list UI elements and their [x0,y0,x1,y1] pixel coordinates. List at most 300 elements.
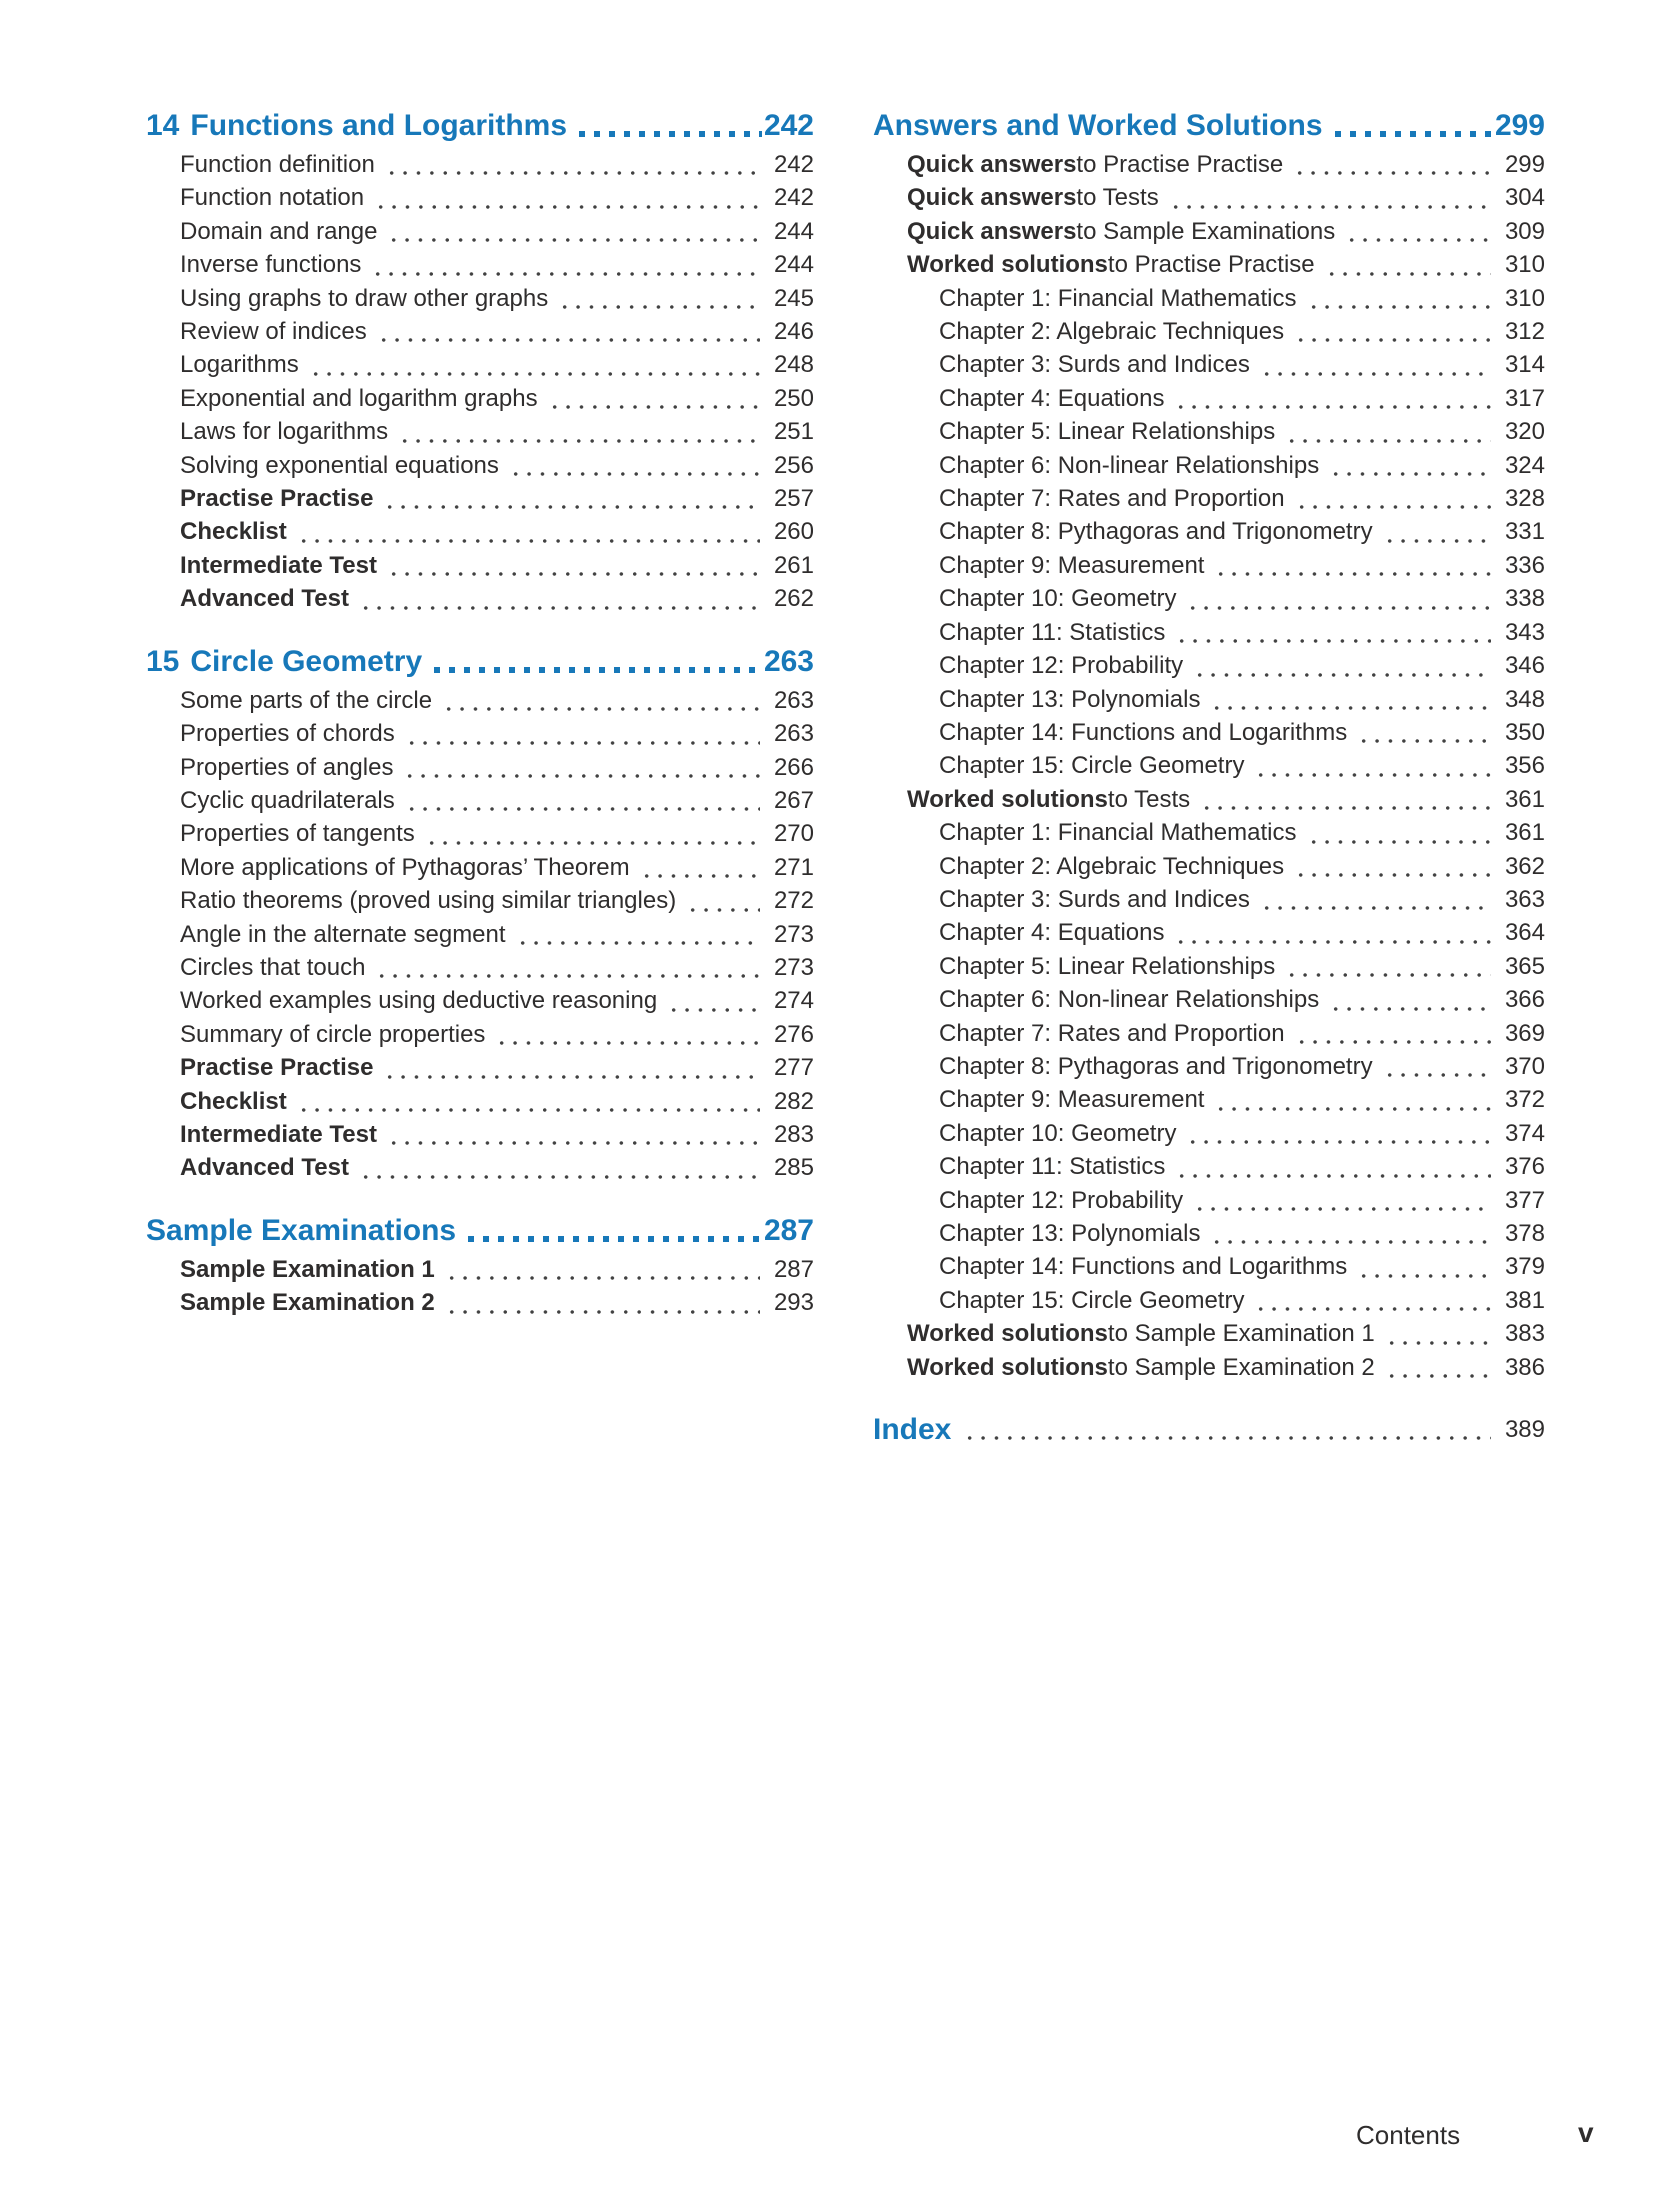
toc-entry-page-number: 262 [773,585,814,613]
section-title: Answers and Worked Solutions [873,109,1323,142]
toc-entry-label: to Practise Practise [1076,151,1284,178]
toc-entry-row [873,582,1545,615]
section-page-number: 389 [1504,1416,1545,1444]
toc-entry-row [146,315,814,348]
toc-entry-label: Cyclic quadrilaterals [180,786,395,814]
toc-entry-label: Inverse functions [180,251,362,279]
toc-entry-label: Chapter 1: Financial Mathematics [939,819,1297,847]
leader-dots [295,1085,760,1118]
leader-dots [1252,749,1491,782]
leader-dots [507,449,760,482]
toc-entry-label: Function notation [180,184,365,212]
toc-entry-page-number: 328 [1504,485,1545,513]
leader-dots [403,717,760,750]
leader-dots [1323,248,1491,281]
toc-entry-page-number: 356 [1504,752,1545,780]
toc-entry-page-number: 317 [1504,384,1545,412]
toc-entry-row [873,883,1545,916]
toc-entry-label-bold: Worked solutions [907,1353,1108,1381]
toc-entry-page-number: 378 [1504,1220,1545,1247]
leader-dots [1212,1083,1491,1116]
toc-entry-label: Chapter 10: Geometry [939,585,1177,613]
toc-entry-row [873,683,1545,716]
toc-entry-row [873,1284,1545,1317]
toc-section [146,1213,814,1320]
toc-entry-label: Chapter 6: Non-linear Relationships [939,986,1320,1014]
toc-entry-page-number: 251 [773,418,814,446]
toc-entry-row [146,1118,814,1151]
leader-dots [1333,108,1493,144]
toc-entry-row [873,816,1545,849]
toc-entry-page-number: 377 [1504,1186,1545,1214]
toc-left-column [146,108,814,1320]
toc-entry-label-bold: Sample Examination 2 [180,1289,435,1317]
leader-dots [1184,1117,1491,1150]
toc-entry-label-bold: Quick answers [907,217,1077,245]
leader-dots [357,582,760,615]
toc-entry-label: Properties of angles [180,753,394,781]
toc-entry-row [873,449,1545,482]
leader-dots [1293,482,1491,515]
toc-entry-row [146,751,814,784]
toc-entry-label: Exponential and logarithm graphs [180,384,538,412]
toc-entry-row [146,415,814,448]
toc-entry-label: to Sample Examinations [1076,217,1336,245]
toc-entry-label: Chapter 9: Measurement [939,551,1205,579]
toc-entry-row [873,749,1545,782]
leader-dots [443,1286,760,1319]
toc-entry-label: Laws for logarithms [180,418,389,446]
leader-dots [684,884,760,917]
toc-entry-row [146,1151,814,1184]
toc-entry-row [873,315,1545,348]
toc-entry-page-number: 282 [773,1087,814,1115]
section-heading-row [146,644,814,680]
toc-entry-label: Chapter 3: Surds and Indices [939,885,1250,913]
toc-entry-label-bold: Checklist [180,1087,287,1115]
toc-entry-page-number: 261 [773,551,814,579]
leader-dots [1381,515,1491,548]
toc-entry-page-number: 244 [773,217,814,245]
toc-entry-label: Chapter 11: Statistics [939,1153,1166,1181]
leader-dots [1172,916,1491,949]
leader-dots [1327,449,1491,482]
toc-entry-row [146,1085,814,1118]
section-entries [146,1253,814,1320]
leader-dots [385,549,760,582]
leader-dots [372,181,760,214]
toc-entry-page-number: 320 [1504,418,1545,446]
toc-entry-page-number: 362 [1504,852,1545,880]
leader-dots [383,148,760,181]
leader-dots [1343,215,1491,248]
leader-dots [1283,950,1491,983]
toc-entry-row [146,918,814,951]
leader-dots [1198,783,1491,816]
toc-entry-row [146,282,814,315]
leader-dots [369,248,760,281]
leader-dots [385,215,760,248]
toc-entry-page-number: 370 [1504,1052,1545,1080]
toc-entry-page-number: 283 [773,1120,814,1148]
toc-entry-page-number: 350 [1504,718,1545,746]
toc-entry-row [146,884,814,917]
toc-entry-label: Logarithms [180,351,299,379]
toc-entry-row [146,684,814,717]
toc-entry-label: to Sample Examination 1 [1107,1320,1375,1348]
leader-dots [1212,549,1491,582]
toc-entry-row [146,148,814,181]
toc-entry-row [146,549,814,582]
leader-dots [556,282,760,315]
leader-dots [307,348,760,381]
leader-dots [1252,1284,1491,1317]
toc-entry-page-number: 260 [773,518,814,546]
toc-entry-row [146,851,814,884]
toc-entry-page-number: 274 [773,987,814,1015]
toc-entry-row [146,482,814,515]
toc-entry-label: Chapter 14: Functions and Logarithms [939,718,1348,746]
toc-entry-row [873,783,1545,816]
section-heading-row [873,1412,1545,1448]
leader-dots [440,684,760,717]
toc-entry-label: Summary of circle properties [180,1020,486,1048]
toc-entry-page-number: 263 [773,720,814,748]
section-entries [873,148,1545,1384]
toc-entry-page-number: 250 [773,384,814,412]
toc-entry-row [873,649,1545,682]
toc-entry-label-bold: Checklist [180,518,287,546]
toc-entry-row [873,916,1545,949]
section-number: 15 [146,644,180,678]
toc-entry-page-number: 376 [1504,1153,1545,1181]
leader-dots [1383,1351,1491,1384]
toc-entry-row [873,1017,1545,1050]
leader-dots [514,918,760,951]
toc-entry-label-bold: Advanced Test [180,1154,349,1182]
toc-entry-page-number: 266 [773,753,814,781]
toc-entry-row [873,549,1545,582]
toc-entry-label: Chapter 2: Algebraic Techniques [939,852,1285,880]
toc-entry-label: Function definition [180,151,375,178]
toc-entry-row [146,951,814,984]
toc-entry-page-number: 271 [773,853,814,881]
leader-dots [546,382,760,415]
section-page-number: 263 [763,644,814,678]
toc-entry-page-number: 310 [1504,251,1545,279]
toc-entry-row [873,282,1545,315]
toc-entry-label-bold: Intermediate Test [180,1120,377,1148]
toc-entry-page-number: 363 [1504,885,1545,913]
toc-entry-label: Chapter 12: Probability [939,652,1184,680]
toc-entry-label: Chapter 7: Rates and Proportion [939,1019,1285,1047]
toc-section [146,644,814,1185]
toc-entry-row [873,1117,1545,1150]
toc-entry-row [146,1286,814,1319]
toc-entry-row [146,717,814,750]
toc-entry-page-number: 372 [1504,1086,1545,1114]
toc-entry-row [873,482,1545,515]
leader-dots [403,784,760,817]
toc-entry-page-number: 270 [773,820,814,848]
toc-entry-label: Chapter 6: Non-linear Relationships [939,451,1320,479]
toc-right-column [873,108,1545,1452]
toc-entry-page-number: 293 [773,1289,814,1317]
toc-entry-row [873,716,1545,749]
toc-entry-row [873,248,1545,281]
toc-entry-page-number: 287 [773,1255,814,1283]
toc-entry-label: Chapter 15: Circle Geometry [939,752,1245,780]
toc-entry-label-bold: Worked solutions [907,785,1108,813]
toc-entry-page-number: 361 [1504,785,1545,813]
leader-dots [1355,716,1491,749]
toc-entry-row [873,515,1545,548]
toc-entry-label: Review of indices [180,318,367,346]
toc-entry-page-number: 263 [773,686,814,714]
toc-entry-page-number: 366 [1504,986,1545,1014]
leader-dots [1191,1184,1491,1217]
footer-contents-label: Contents [1356,2120,1461,2150]
leader-dots [423,817,760,850]
toc-entry-row [873,616,1545,649]
leader-dots [1184,582,1491,615]
toc-entry-label: Some parts of the circle [180,686,433,714]
toc-entry-label: to Sample Examination 2 [1107,1353,1375,1381]
section-number: 14 [146,109,180,142]
toc-entry-row [873,1083,1545,1116]
toc-entry-page-number: 248 [773,351,814,379]
toc-entry-label: Chapter 3: Surds and Indices [939,351,1250,379]
toc-entry-row [873,983,1545,1016]
toc-entry-row [146,348,814,381]
toc-entry-page-number: 273 [773,953,814,981]
toc-entry-label: Circles that touch [180,953,366,981]
leader-dots [1172,382,1491,415]
leader-dots [1383,1317,1491,1350]
toc-section [873,1412,1545,1452]
toc-entry-label: Chapter 11: Statistics [939,618,1166,646]
leader-dots [1208,683,1491,716]
toc-entry-page-number: 314 [1504,351,1545,379]
toc-entry-label: to Practise Practise [1107,251,1315,279]
toc-entry-page-number: 312 [1504,318,1545,346]
leader-dots [1191,649,1491,682]
leader-dots [375,315,760,348]
toc-entry-page-number: 242 [773,151,814,178]
toc-entry-page-number: 299 [1504,151,1545,178]
toc-entry-page-number: 381 [1504,1286,1545,1314]
toc-entry-label: Ratio theorems (proved using similar triangles) [180,887,677,915]
section-entries [146,148,814,616]
leader-dots [1291,148,1491,181]
toc-entry-page-number: 244 [773,251,814,279]
section-heading-row [146,108,814,144]
leader-dots [373,951,760,984]
toc-entry-page-number: 361 [1504,819,1545,847]
section-title: Functions and Logarithms [190,109,568,142]
toc-entry-page-number: 365 [1504,952,1545,980]
toc-entry-page-number: 336 [1504,551,1545,579]
toc-entry-row [873,148,1545,181]
toc-entry-label: More applications of Pythagoras’ Theorem [180,853,630,881]
leader-dots [1293,1017,1491,1050]
section-page-number: 299 [1494,109,1545,142]
leader-dots [432,644,762,680]
toc-entry-label: Chapter 9: Measurement [939,1086,1205,1114]
toc-entry-label: Chapter 2: Algebraic Techniques [939,318,1285,346]
toc-entry-label: Chapter 4: Equations [939,919,1165,947]
leader-dots [1208,1217,1491,1250]
section-entries [146,684,814,1185]
toc-entry-page-number: 245 [773,284,814,312]
leader-dots [1173,616,1491,649]
section-page-number: 287 [763,1213,814,1247]
leader-dots [466,1213,762,1249]
toc-entry-page-number: 369 [1504,1019,1545,1047]
toc-entry-row [146,1018,814,1051]
toc-section [146,108,814,616]
toc-entry-label: Domain and range [180,217,378,245]
toc-entry-row [873,382,1545,415]
toc-entry-label: Worked examples using deductive reasoning [180,987,658,1015]
toc-entry-page-number: 272 [773,887,814,915]
toc-entry-page-number: 276 [773,1020,814,1048]
toc-entry-page-number: 285 [773,1154,814,1182]
leader-dots [1258,348,1491,381]
leader-dots [1355,1250,1491,1283]
toc-entry-page-number: 386 [1504,1353,1545,1381]
toc-entry-label-bold: Advanced Test [180,585,349,613]
toc-entry-label: Chapter 7: Rates and Proportion [939,485,1285,513]
toc-entry-page-number: 343 [1504,618,1545,646]
footer-page-number: v [1578,2117,1594,2148]
toc-entry-page-number: 273 [773,920,814,948]
toc-entry-page-number: 257 [773,485,814,513]
toc-entry-page-number: 364 [1504,919,1545,947]
toc-columns [146,108,1545,1452]
leader-dots [443,1253,760,1286]
toc-entry-row [146,181,814,214]
toc-entry-row [873,415,1545,448]
section-title: Circle Geometry [190,644,423,678]
leader-dots [1381,1050,1491,1083]
toc-entry-row [873,1150,1545,1183]
toc-entry-label: Chapter 13: Polynomials [939,1220,1201,1247]
toc-entry-page-number: 348 [1504,685,1545,713]
toc-entry-label: Chapter 14: Functions and Logarithms [939,1253,1348,1281]
toc-entry-page-number: 379 [1504,1253,1545,1281]
toc-entry-row [146,215,814,248]
toc-entry-page-number: 324 [1504,451,1545,479]
toc-entry-label: Chapter 10: Geometry [939,1119,1177,1147]
leader-dots [1283,415,1491,448]
toc-entry-page-number: 267 [773,786,814,814]
leader-dots [1292,315,1491,348]
leader-dots [357,1151,760,1184]
toc-entry-row [873,1217,1545,1250]
toc-entry-label-bold: Intermediate Test [180,551,377,579]
toc-entry-label: Chapter 12: Probability [939,1186,1184,1214]
toc-section [873,108,1545,1384]
toc-entry-row [873,1184,1545,1217]
toc-entry-label: Properties of tangents [180,820,415,848]
leader-dots [401,751,760,784]
toc-entry-row [146,1051,814,1084]
toc-entry-row [146,449,814,482]
toc-entry-row [146,582,814,615]
leader-dots [385,1118,760,1151]
toc-entry-row [146,382,814,415]
section-title: Sample Examinations [146,1213,457,1247]
toc-entry-label: Chapter 15: Circle Geometry [939,1286,1245,1314]
toc-entry-label-bold: Quick answers [907,151,1077,178]
section-heading-row [146,1213,814,1249]
toc-entry-label: to Tests [1107,785,1191,813]
toc-entry-row [873,215,1545,248]
toc-entry-page-number: 277 [773,1054,814,1082]
toc-entry-page-number: 374 [1504,1119,1545,1147]
toc-entry-page-number: 242 [773,184,814,212]
toc-entry-page-number: 309 [1504,217,1545,245]
toc-entry-label-bold: Worked solutions [907,251,1108,279]
toc-entry-row [873,181,1545,214]
toc-entry-page-number: 346 [1504,652,1545,680]
toc-entry-row [873,1351,1545,1384]
leader-dots [493,1018,760,1051]
section-heading-row [873,108,1545,144]
toc-entry-page-number: 338 [1504,585,1545,613]
toc-entry-row [873,348,1545,381]
toc-entry-label-bold: Practise Practise [180,1054,374,1082]
toc-entry-label: Chapter 8: Pythagoras and Trigonometry [939,518,1373,546]
section-title: Index [873,1413,952,1447]
toc-entry-row [873,1050,1545,1083]
toc-entry-page-number: 246 [773,318,814,346]
leader-dots [1258,883,1491,916]
toc-entry-label: Angle in the alternate segment [180,920,506,948]
leader-dots [665,984,760,1017]
toc-entry-page-number: 331 [1504,518,1545,546]
toc-entry-page-number: 310 [1504,284,1545,312]
toc-entry-row [146,515,814,548]
toc-entry-label: Chapter 5: Linear Relationships [939,952,1276,980]
toc-entry-label: Using graphs to draw other graphs [180,284,549,312]
leader-dots [961,1412,1491,1448]
toc-entry-label-bold: Worked solutions [907,1320,1108,1348]
leader-dots [1173,1150,1491,1183]
leader-dots [577,108,762,144]
toc-entry-page-number: 383 [1504,1320,1545,1348]
section-page-number: 242 [763,109,814,142]
toc-entry-row [873,850,1545,883]
toc-entry-row [146,248,814,281]
toc-entry-label: Chapter 8: Pythagoras and Trigonometry [939,1052,1373,1080]
toc-entry-row [146,984,814,1017]
leader-dots [381,482,760,515]
toc-entry-label-bold: Sample Examination 1 [180,1255,435,1283]
toc-entry-label-bold: Quick answers [907,184,1077,212]
leader-dots [1305,816,1492,849]
toc-entry-row [146,1253,814,1286]
leader-dots [396,415,760,448]
toc-entry-label: Chapter 13: Polynomials [939,685,1201,713]
leader-dots [1292,850,1491,883]
toc-entry-label: Chapter 4: Equations [939,384,1165,412]
toc-entry-row [146,784,814,817]
toc-entry-page-number: 304 [1504,184,1545,212]
toc-entry-label: Chapter 1: Financial Mathematics [939,284,1297,312]
leader-dots [1167,181,1491,214]
